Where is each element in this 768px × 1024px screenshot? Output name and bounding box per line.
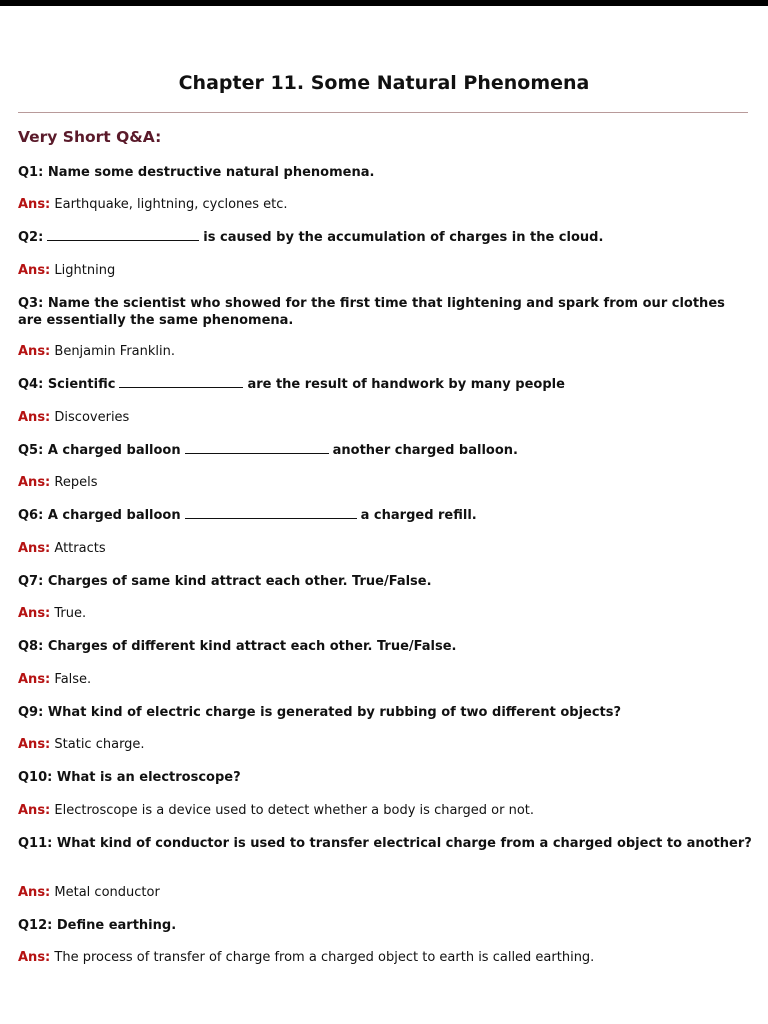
answer-label: Ans: bbox=[18, 737, 51, 752]
answer-label: Ans: bbox=[18, 410, 51, 425]
answer-label: Ans: bbox=[18, 803, 51, 818]
answer-2 bbox=[18, 262, 753, 279]
answer-7 bbox=[18, 605, 753, 622]
answer-text: Repels bbox=[54, 475, 98, 490]
question-12: Q12: Define earthing. bbox=[18, 918, 177, 933]
answer-text: Attracts bbox=[54, 541, 106, 556]
question-3: Q3: Name the scientist who showed for the first time that lightening and spark from our clothes are essentially the same phenomena. bbox=[18, 296, 725, 328]
answer-3 bbox=[18, 343, 753, 360]
answer-label: Ans: bbox=[18, 475, 51, 490]
question-7: Q7: Charges of same kind attract each other. True/False. bbox=[18, 574, 432, 589]
answer-label: Ans: bbox=[18, 950, 51, 965]
title-divider bbox=[18, 112, 748, 113]
answer-text: True. bbox=[54, 606, 87, 621]
question-text: Q2: bbox=[18, 230, 44, 245]
question-11: Q11: What kind of conductor is used to transfer electrical charge from a charged object to another? bbox=[18, 836, 752, 851]
answer-label: Ans: bbox=[18, 344, 51, 359]
question-6 bbox=[18, 507, 753, 524]
answer-text: Electroscope is a device used to detect whether a body is charged or not. bbox=[54, 803, 535, 818]
question-text: Q4: Scientific bbox=[18, 377, 116, 392]
question-5 bbox=[18, 442, 753, 459]
answer-text: Benjamin Franklin. bbox=[54, 344, 175, 359]
answer-10 bbox=[18, 802, 753, 819]
answer-label: Ans: bbox=[18, 606, 51, 621]
fill-in-blank bbox=[47, 229, 199, 241]
answer-12 bbox=[18, 949, 753, 966]
fill-in-blank bbox=[185, 507, 357, 519]
answer-4 bbox=[18, 409, 753, 426]
answer-label: Ans: bbox=[18, 263, 51, 278]
answer-text: Static charge. bbox=[54, 737, 145, 752]
question-text: Q5: A charged balloon bbox=[18, 443, 181, 458]
question-text: another charged balloon. bbox=[332, 443, 518, 458]
question-2 bbox=[18, 229, 753, 246]
answer-label: Ans: bbox=[18, 541, 51, 556]
answer-text: The process of transfer of charge from a charged object to earth is called earthing. bbox=[54, 950, 595, 965]
question-8: Q8: Charges of different kind attract each other. True/False. bbox=[18, 639, 457, 654]
fill-in-blank bbox=[185, 442, 329, 454]
section-heading: Very Short Q&A: bbox=[18, 128, 162, 146]
question-9: Q9: What kind of electric charge is generated by rubbing of two different objects? bbox=[18, 705, 622, 720]
answer-5 bbox=[18, 474, 753, 491]
question-text: Q6: A charged balloon bbox=[18, 508, 181, 523]
question-1: Q1: Name some destructive natural phenomena. bbox=[18, 165, 375, 180]
answer-label: Ans: bbox=[18, 885, 51, 900]
answer-9 bbox=[18, 736, 753, 753]
answer-text: False. bbox=[54, 672, 92, 687]
answer-text: Metal conductor bbox=[54, 885, 160, 900]
answer-text: Discoveries bbox=[54, 410, 130, 425]
question-4 bbox=[18, 376, 753, 393]
answer-1 bbox=[18, 196, 753, 213]
top-border bbox=[0, 0, 768, 6]
answer-6 bbox=[18, 540, 753, 557]
question-text: is caused by the accumulation of charges in the cloud. bbox=[203, 230, 604, 245]
fill-in-blank bbox=[119, 376, 243, 388]
answer-label: Ans: bbox=[18, 197, 51, 212]
answer-11 bbox=[18, 884, 753, 901]
question-text: are the result of handwork by many people bbox=[247, 377, 565, 392]
question-10: Q10: What is an electroscope? bbox=[18, 770, 241, 785]
question-text: a charged refill. bbox=[360, 508, 477, 523]
answer-8 bbox=[18, 671, 753, 688]
answer-text: Earthquake, lightning, cyclones etc. bbox=[54, 197, 288, 212]
page-title: Chapter 11. Some Natural Phenomena bbox=[178, 72, 590, 94]
answer-text: Lightning bbox=[54, 263, 116, 278]
answer-label: Ans: bbox=[18, 672, 51, 687]
